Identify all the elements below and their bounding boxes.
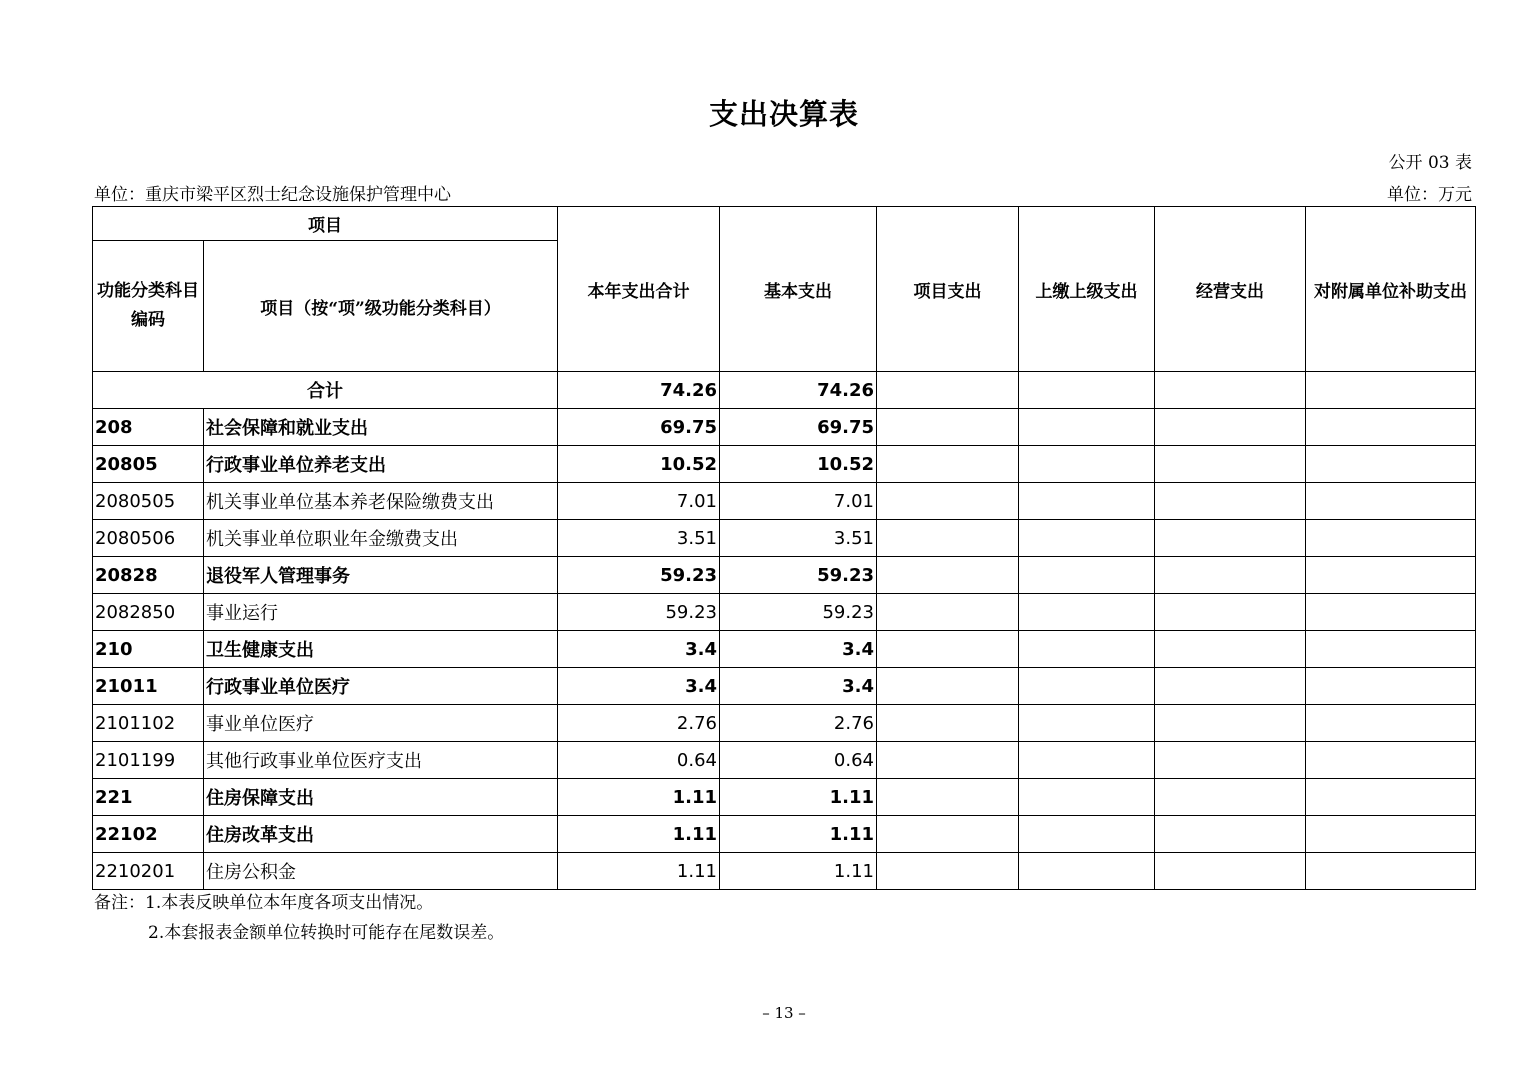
form-number: 公开 03 表: [1388, 153, 1472, 173]
empty-cell: [1306, 779, 1476, 816]
empty-cell: [1019, 742, 1155, 779]
table-row: [93, 705, 1476, 742]
code-cell: 21011: [93, 668, 204, 705]
empty-cell: [1306, 705, 1476, 742]
empty-cell: [1155, 853, 1306, 890]
total-cell: 3.4: [558, 631, 720, 668]
empty-cell: [877, 446, 1019, 483]
table-row: [93, 409, 1476, 446]
empty-cell: [877, 557, 1019, 594]
empty-cell: [1306, 816, 1476, 853]
notes: [94, 888, 504, 948]
table-row: [93, 816, 1476, 853]
table-row: [93, 631, 1476, 668]
code-cell: 2101199: [93, 742, 204, 779]
empty-cell: [877, 705, 1019, 742]
empty-cell: [1155, 557, 1306, 594]
header-upper: 上缴上级支出: [1019, 207, 1155, 372]
header-subsidy: 对附属单位补助支出: [1306, 207, 1476, 372]
empty-cell: [877, 668, 1019, 705]
name-cell: 机关事业单位职业年金缴费支出: [204, 520, 558, 557]
basic-cell: 7.01: [720, 483, 877, 520]
total-cell: 69.75: [558, 409, 720, 446]
total-label: 合计: [93, 372, 558, 409]
empty-cell: [1306, 853, 1476, 890]
empty-cell: [1306, 594, 1476, 631]
code-cell: 208: [93, 409, 204, 446]
table-row: [93, 853, 1476, 890]
empty-cell: [1019, 446, 1155, 483]
empty-cell: [877, 779, 1019, 816]
code-cell: 2210201: [93, 853, 204, 890]
name-cell: 社会保障和就业支出: [204, 409, 558, 446]
total-cell: 3.4: [558, 668, 720, 705]
empty-cell: [877, 483, 1019, 520]
empty-cell: [1155, 594, 1306, 631]
empty-cell: [1155, 668, 1306, 705]
empty-cell: [1155, 483, 1306, 520]
basic-cell: 59.23: [720, 557, 877, 594]
total-cell: 1.11: [558, 853, 720, 890]
code-cell: 22102: [93, 816, 204, 853]
empty-cell: [877, 742, 1019, 779]
basic-cell: 59.23: [720, 594, 877, 631]
name-cell: 机关事业单位基本养老保险缴费支出: [204, 483, 558, 520]
empty-cell: [1019, 668, 1155, 705]
code-cell: 20805: [93, 446, 204, 483]
empty-cell: [1019, 594, 1155, 631]
total-cell: 1.11: [558, 816, 720, 853]
header-project: 项目支出: [877, 207, 1019, 372]
total-basic: 74.26: [720, 372, 877, 409]
empty-cell: [877, 594, 1019, 631]
page-title: 支出决算表: [708, 97, 859, 131]
empty-cell: [1155, 705, 1306, 742]
empty-cell: [877, 409, 1019, 446]
empty-cell: [1306, 742, 1476, 779]
code-cell: 2080506: [93, 520, 204, 557]
note-line-1: 备注：1.本表反映单位本年度各项支出情况。: [94, 893, 434, 913]
table-row: [93, 446, 1476, 483]
name-cell: 事业单位医疗: [204, 705, 558, 742]
code-cell: 2082850: [93, 594, 204, 631]
empty-cell: [1306, 372, 1476, 409]
empty-cell: [1155, 372, 1306, 409]
table-row: [93, 594, 1476, 631]
empty-cell: [1019, 705, 1155, 742]
table-row: [93, 520, 1476, 557]
header-total: 本年支出合计: [558, 207, 720, 372]
empty-cell: [1306, 631, 1476, 668]
empty-cell: [1306, 446, 1476, 483]
table-row: [93, 483, 1476, 520]
name-cell: 卫生健康支出: [204, 631, 558, 668]
code-cell: 2080505: [93, 483, 204, 520]
empty-cell: [877, 631, 1019, 668]
empty-cell: [1155, 779, 1306, 816]
basic-cell: 69.75: [720, 409, 877, 446]
header-row-1: [93, 207, 1476, 241]
empty-cell: [1306, 668, 1476, 705]
total-cell: 0.64: [558, 742, 720, 779]
empty-cell: [1155, 446, 1306, 483]
empty-cell: [1306, 520, 1476, 557]
name-cell: 住房保障支出: [204, 779, 558, 816]
header-name: 项目（按“项”级功能分类科目）: [204, 241, 558, 372]
reporting-unit: 单位：重庆市梁平区烈士纪念设施保护管理中心: [94, 185, 451, 205]
empty-cell: [1019, 372, 1155, 409]
empty-cell: [1155, 520, 1306, 557]
basic-cell: 0.64: [720, 742, 877, 779]
empty-cell: [1019, 853, 1155, 890]
total-cell: 7.01: [558, 483, 720, 520]
page-number: – 13 –: [762, 1004, 806, 1022]
name-cell: 住房公积金: [204, 853, 558, 890]
empty-cell: [1155, 409, 1306, 446]
empty-cell: [1019, 520, 1155, 557]
table-row: [93, 557, 1476, 594]
empty-cell: [1019, 557, 1155, 594]
expenditure-table: [92, 206, 1476, 890]
table-row: [93, 779, 1476, 816]
empty-cell: [877, 520, 1019, 557]
header-item: 项目: [93, 207, 558, 241]
empty-cell: [1019, 409, 1155, 446]
empty-cell: [1306, 483, 1476, 520]
code-cell: 210: [93, 631, 204, 668]
total-row: [93, 372, 1476, 409]
empty-cell: [877, 853, 1019, 890]
basic-cell: 1.11: [720, 816, 877, 853]
table-row: [93, 668, 1476, 705]
total-cell: 3.51: [558, 520, 720, 557]
name-cell: 退役军人管理事务: [204, 557, 558, 594]
total-cell: 59.23: [558, 594, 720, 631]
name-cell: 事业运行: [204, 594, 558, 631]
empty-cell: [1019, 779, 1155, 816]
empty-cell: [1019, 483, 1155, 520]
empty-cell: [1155, 631, 1306, 668]
note-line-2: 2.本套报表金额单位转换时可能存在尾数误差。: [148, 923, 505, 943]
empty-cell: [1306, 557, 1476, 594]
empty-cell: [877, 372, 1019, 409]
empty-cell: [877, 816, 1019, 853]
name-cell: 住房改革支出: [204, 816, 558, 853]
basic-cell: 10.52: [720, 446, 877, 483]
total-sum: 74.26: [558, 372, 720, 409]
basic-cell: 1.11: [720, 779, 877, 816]
basic-cell: 3.4: [720, 668, 877, 705]
basic-cell: 3.4: [720, 631, 877, 668]
total-cell: 2.76: [558, 705, 720, 742]
empty-cell: [1019, 816, 1155, 853]
basic-cell: 1.11: [720, 853, 877, 890]
code-cell: 221: [93, 779, 204, 816]
total-cell: 59.23: [558, 557, 720, 594]
total-cell: 10.52: [558, 446, 720, 483]
basic-cell: 2.76: [720, 705, 877, 742]
header-code: 功能分类科目编码: [93, 241, 204, 372]
name-cell: 行政事业单位养老支出: [204, 446, 558, 483]
header-basic: 基本支出: [720, 207, 877, 372]
name-cell: 行政事业单位医疗: [204, 668, 558, 705]
currency-unit: 单位：万元: [1387, 185, 1472, 205]
code-cell: 20828: [93, 557, 204, 594]
header-business: 经营支出: [1155, 207, 1306, 372]
empty-cell: [1155, 742, 1306, 779]
empty-cell: [1155, 816, 1306, 853]
basic-cell: 3.51: [720, 520, 877, 557]
empty-cell: [1019, 631, 1155, 668]
code-cell: 2101102: [93, 705, 204, 742]
table-row: [93, 742, 1476, 779]
empty-cell: [1306, 409, 1476, 446]
total-cell: 1.11: [558, 779, 720, 816]
name-cell: 其他行政事业单位医疗支出: [204, 742, 558, 779]
